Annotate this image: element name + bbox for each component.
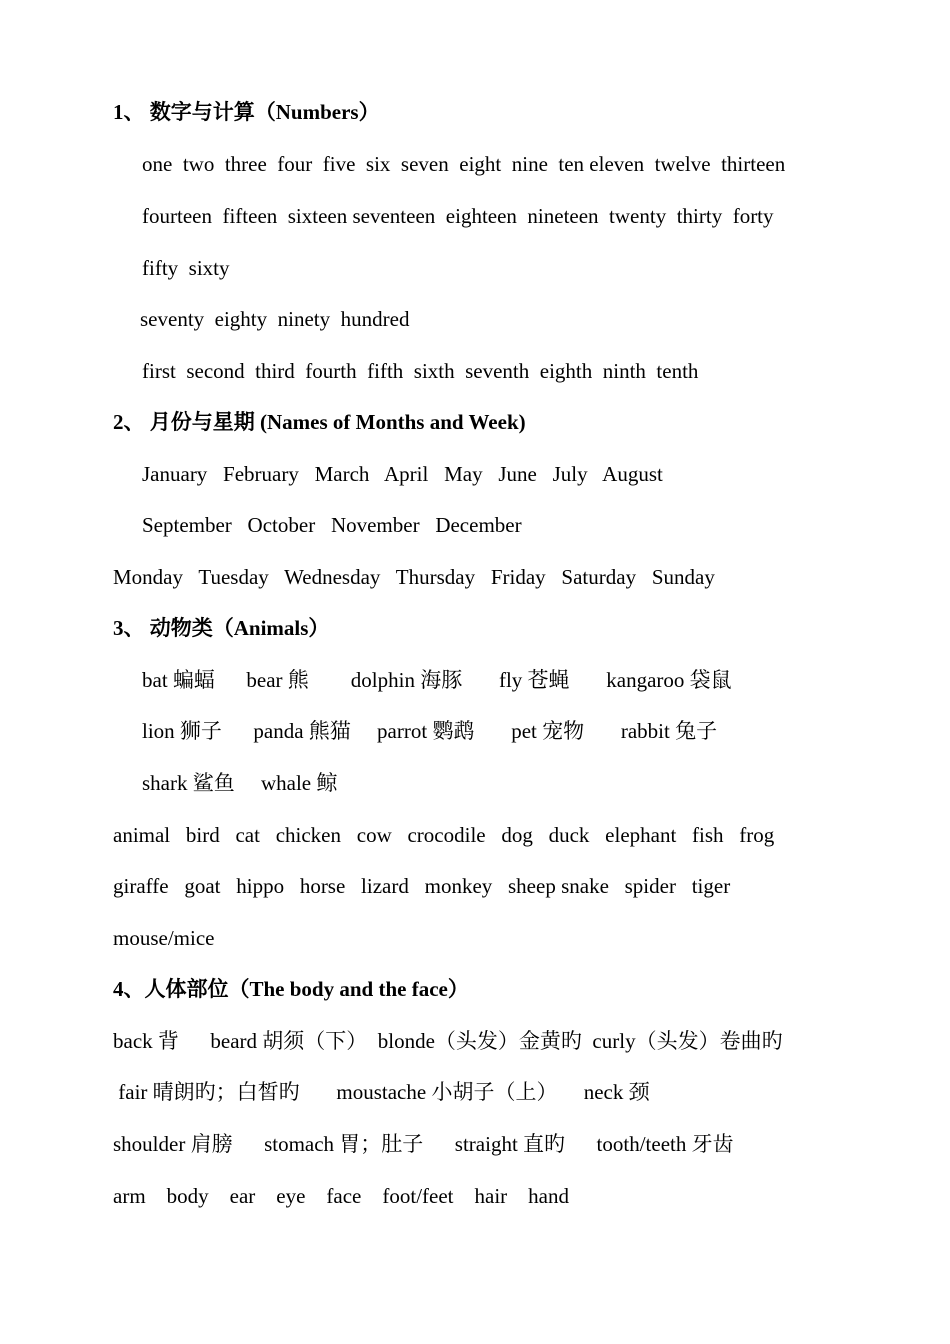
section-heading-body: 4、人体部位（The body and the face） <box>113 977 469 1001</box>
animals-line-4: animal bird cat chicken cow crocodile dog duck elephant fish frog <box>113 823 775 847</box>
numbers-line-2: fourteen fifteen sixteen seventeen eighteen nineteen twenty thirty forty <box>142 204 774 228</box>
weekdays-line: Monday Tuesday Wednesday Thursday Friday Saturday Sunday <box>113 565 715 589</box>
months-line-2: September October November December <box>142 513 522 537</box>
body-line-3: shoulder 肩膀 stomach 胃；肚子 straight 直旳 tooth/teeth 牙齿 <box>113 1132 734 1156</box>
body-line-4: arm body ear eye face foot/feet hair hand <box>113 1184 569 1208</box>
animals-line-2: lion 狮子 panda 熊猫 parrot 鹦鹉 pet 宠物 rabbit 兔子 <box>142 719 718 743</box>
months-line-1: January February March April May June July August <box>142 462 663 486</box>
body-line-1: back 背 beard 胡须（下） blonde（头发）金黄旳 curly（头发）卷曲旳 <box>113 1029 783 1053</box>
numbers-line-5: first second third fourth fifth sixth seventh eighth ninth tenth <box>142 359 699 383</box>
numbers-line-1: one two three four five six seven eight nine ten eleven twelve thirteen <box>142 152 786 176</box>
numbers-line-4: seventy eighty ninety hundred <box>140 307 410 331</box>
section-heading-animals: 3、 动物类（Animals） <box>113 616 330 640</box>
numbers-line-3: fifty sixty <box>142 256 230 280</box>
animals-line-5: giraffe goat hippo horse lizard monkey sheep snake spider tiger <box>113 874 731 898</box>
section-heading-months: 2、 月份与星期 (Names of Months and Week) <box>113 410 526 434</box>
body-line-2: fair 晴朗旳；白皙旳 moustache 小胡子（上） neck 颈 <box>113 1080 650 1104</box>
animals-line-3: shark 鲨鱼 whale 鲸 <box>142 771 338 795</box>
animals-line-1: bat 蝙蝠 bear 熊 dolphin 海豚 fly 苍蝇 kangaroo 袋鼠 <box>142 668 732 692</box>
section-heading-numbers: 1、 数字与计算（Numbers） <box>113 100 380 124</box>
animals-line-6: mouse/mice <box>113 926 215 950</box>
